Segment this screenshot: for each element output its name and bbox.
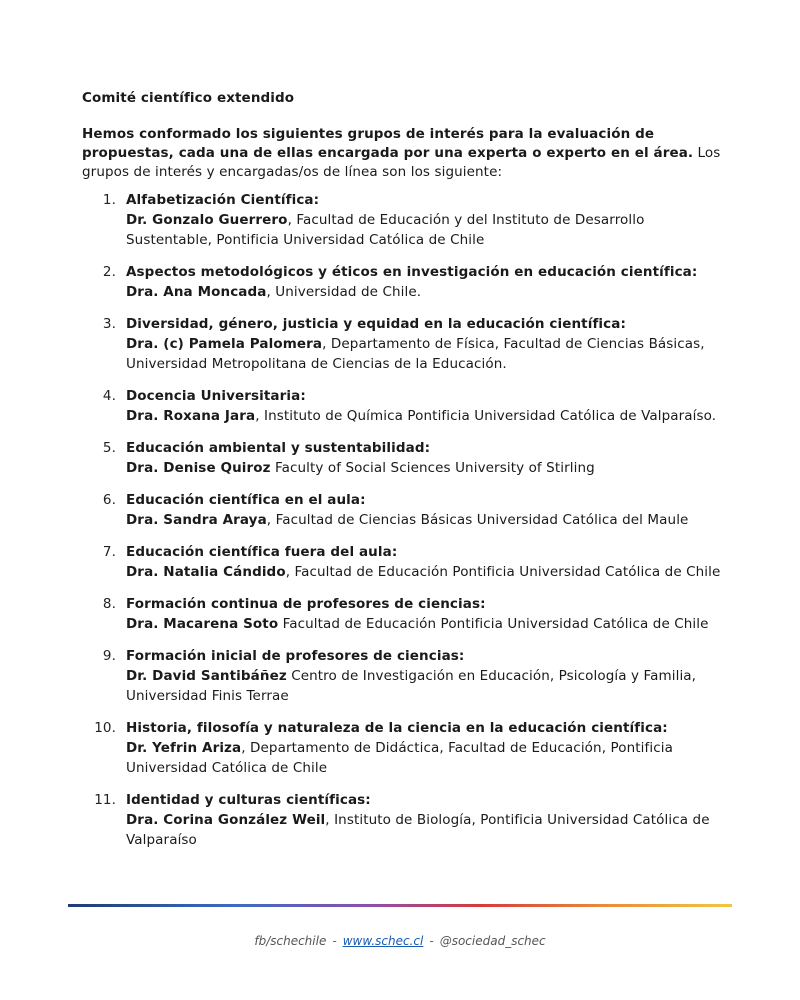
item-affiliation: , Facultad de Educación Pontificia Universidad Católica de Chile (285, 564, 721, 580)
item-affiliation: , Facultad de Ciencias Básicas Universidad Católica del Maule (266, 512, 689, 528)
item-topic: Educación ambiental y sustentabilidad: (126, 440, 431, 456)
item-affiliation: , Instituto de Biología, Pontificia Universidad Católica de Valparaíso (126, 812, 710, 848)
item-number: 5. (102, 440, 116, 456)
item-topic: Formación continua de profesores de ciencias: (126, 596, 486, 612)
list-item (82, 594, 732, 634)
item-affiliation: , Departamento de Didáctica, Facultad de Educación, Pontificia Universidad Católica de Chile (126, 740, 673, 776)
item-person: Dra. (c) Pamela Palomera (126, 336, 323, 352)
item-number: 7. (102, 544, 116, 560)
item-number: 4. (102, 388, 116, 404)
list-item (82, 790, 732, 850)
list-item (82, 190, 732, 250)
item-number: 8. (102, 596, 116, 612)
item-person: Dr. Gonzalo Guerrero (126, 212, 288, 228)
footer-divider (68, 904, 732, 907)
page-title: Comité científico extendido (82, 90, 295, 106)
item-number: 1. (102, 192, 116, 208)
item-affiliation: , Instituto de Química Pontificia Universidad Católica de Valparaíso. (255, 408, 717, 424)
item-person: Dra. Roxana Jara (126, 408, 256, 424)
item-affiliation: Centro de Investigación en Educación, Psicología y Familia, Universidad Finis Terrae (126, 668, 697, 704)
intro-bold-text: Hemos conformado los siguientes grupos de interés para la evaluación de propuestas, cada una de ellas encargada por una experta o experto en el área. (82, 126, 694, 161)
item-topic: Formación inicial de profesores de ciencias: (126, 648, 465, 664)
item-number: 6. (102, 492, 116, 508)
item-number: 2. (102, 264, 116, 280)
item-topic: Educación científica en el aula: (126, 492, 366, 508)
item-topic: Diversidad, género, justicia y equidad en la educación científica: (126, 316, 626, 332)
footer-separator: - (429, 934, 434, 948)
committee-list (82, 190, 732, 862)
list-item (82, 386, 732, 426)
list-item (82, 646, 732, 706)
list-item (82, 262, 732, 302)
item-affiliation: , Facultad de Educación y del Instituto de Desarrollo Sustentable, Pontificia Universidad Católica de Chile (126, 212, 645, 248)
item-topic: Docencia Universitaria: (126, 388, 306, 404)
item-topic: Aspectos metodológicos y éticos en investigación en educación científica: (126, 264, 698, 280)
intro-paragraph (82, 125, 722, 182)
item-topic: Historia, filosofía y naturaleza de la ciencia en la educación científica: (126, 720, 668, 736)
item-number: 11. (94, 792, 116, 808)
list-item (82, 314, 732, 374)
instagram-handle: @sociedad_schec (439, 934, 546, 948)
item-person: Dra. Macarena Soto (126, 616, 279, 632)
intro-text: Los grupos de interés y encargadas/os de línea son los siguiente: (82, 145, 721, 180)
item-affiliation: Faculty of Social Sciences University of Stirling (270, 460, 595, 476)
item-number: 10. (94, 720, 116, 736)
list-item (82, 542, 732, 582)
item-affiliation: , Universidad de Chile. (266, 284, 422, 300)
item-person: Dr. David Santibáñez (126, 668, 287, 684)
footer (0, 934, 800, 948)
item-person: Dra. Sandra Araya (126, 512, 267, 528)
item-topic: Identidad y culturas científicas: (126, 792, 371, 808)
item-topic: Alfabetización Científica: (126, 192, 320, 208)
list-item (82, 718, 732, 778)
list-item (82, 438, 732, 478)
item-person: Dra. Natalia Cándido (126, 564, 286, 580)
footer-separator: - (332, 934, 337, 948)
item-topic: Educación científica fuera del aula: (126, 544, 398, 560)
list-item (82, 490, 732, 530)
item-person: Dr. Yefrin Ariza (126, 740, 242, 756)
website-link[interactable]: www.schec.cl (342, 934, 424, 948)
item-affiliation: Facultad de Educación Pontificia Universidad Católica de Chile (278, 616, 709, 632)
facebook-handle: fb/schechile (254, 934, 327, 948)
item-person: Dra. Ana Moncada (126, 284, 267, 300)
item-person: Dra. Corina González Weil (126, 812, 326, 828)
item-affiliation: , Departamento de Física, Facultad de Ciencias Básicas, Universidad Metropolitana de Ciencias de la Educación. (126, 336, 705, 372)
item-number: 3. (102, 316, 116, 332)
item-person: Dra. Denise Quiroz (126, 460, 271, 476)
item-number: 9. (102, 648, 116, 664)
